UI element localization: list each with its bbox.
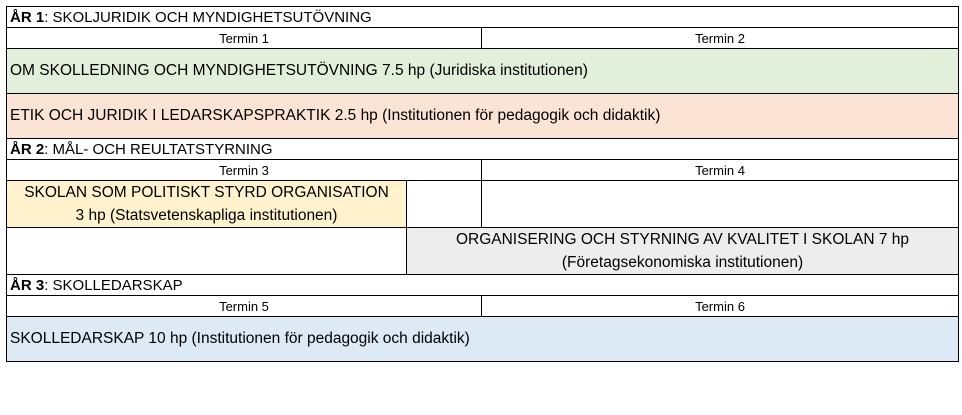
course-kvalitet-i-skolan: [407, 228, 959, 275]
empty-cell: [482, 181, 959, 228]
year2-title: : MÅL- OCH REULTATSTYRNING: [44, 140, 273, 158]
year3-title: : SKOLLEDARSKAP: [44, 276, 183, 294]
term-4: Termin 4: [482, 160, 959, 181]
term-3: Termin 3: [7, 160, 482, 181]
program-table: [6, 6, 959, 362]
course-kvalitet-line1: ORGANISERING OCH STYRNING AV KVALITET I SKOLAN 7 hp: [455, 231, 910, 248]
year1-title: : SKOLJURIDIK OCH MYNDIGHETSUTÖVNING: [44, 8, 372, 26]
course-politiskt-styrd-organisation: [7, 181, 407, 228]
course-skolledarskap: SKOLLEDARSKAP 10 hp (Institutionen för pedagogik och didaktik): [7, 317, 959, 362]
year3-header: [7, 275, 959, 296]
year2-header: [7, 139, 959, 160]
term-1: Termin 1: [7, 28, 482, 49]
term-6: Termin 6: [482, 296, 959, 317]
year1-header: [7, 7, 959, 28]
term-2: Termin 2: [482, 28, 959, 49]
year3-label: ÅR 3: [10, 276, 45, 294]
course-etik-juridik: ETIK OCH JURIDIK I LEDARSKAPSPRAKTIK 2.5 hp (Institutionen för pedagogik och didaktik): [7, 94, 959, 139]
year1-label: ÅR 1: [10, 8, 45, 26]
empty-cell: [7, 228, 407, 275]
course-politiskt-line1: SKOLAN SOM POLITISKT STYRD ORGANISATION: [24, 184, 389, 201]
course-kvalitet-line2: (Företagsekonomiska institutionen): [561, 254, 804, 271]
term-5: Termin 5: [7, 296, 482, 317]
year2-label: ÅR 2: [10, 140, 45, 158]
empty-cell: [407, 181, 482, 228]
course-skolledning-myndighetsutovning: OM SKOLLEDNING OCH MYNDIGHETSUTÖVNING 7.5 hp (Juridiska institutionen): [7, 49, 959, 94]
course-politiskt-line2: 3 hp (Statsvetenskapliga institutionen): [75, 207, 338, 224]
